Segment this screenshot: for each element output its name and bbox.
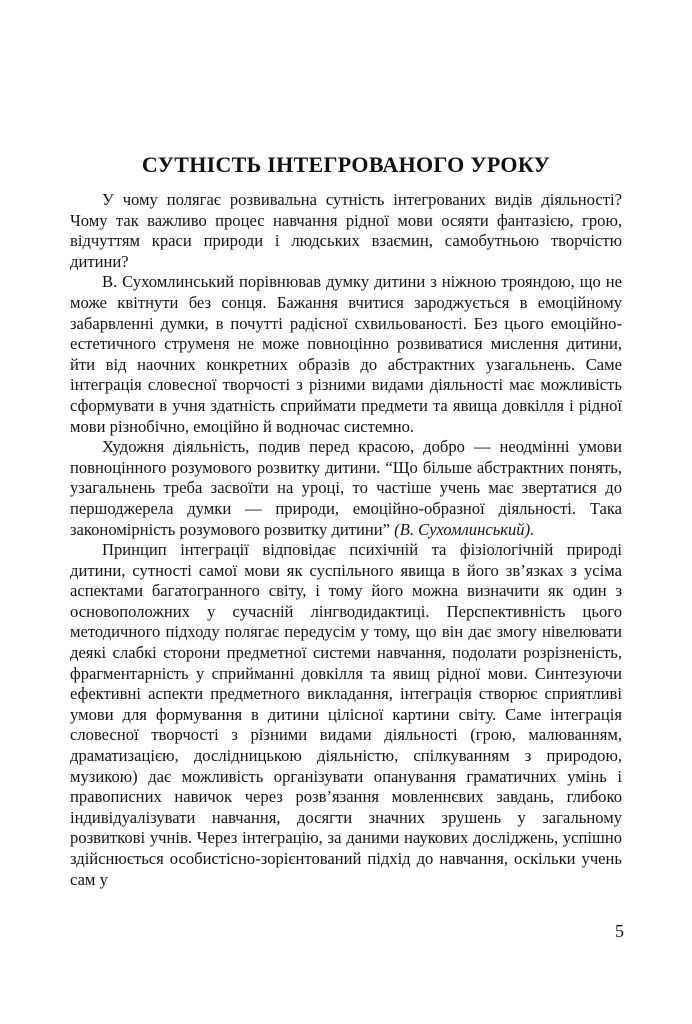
paragraph-text: Художня діяльність, подив перед красою, добро — неодмінні умови повноцінного розумового розвитку дитини. “Що більше абстрактних понять, узагальнень треба засвоїти на уроці, то частіше учень має звертатися до першоджерела думки — природи, емоційно-образної діяльності. Така закономірність розумового розвитку дитини” — [70, 437, 622, 539]
paragraph: В. Сухомлинський порівнював думку дитини з ніжною трояндою, що не може квітнути без сонця. Бажання вчитися зароджується в емоційному забарвленні думки, в почутті радісної схвильованості. Без цього емоційно-естетичного струменя не може повноцінно розвиватися мислення дитини, йти від наочних конкретних образів до абстрактних узагальнень. Саме інтеграція словесної творчості з різними видами діяльності має можливість сформувати в учня здатність сприймати предмети та явища довкілля і рідної мови різнобічно, емоційно й водночас системно. — [70, 272, 622, 436]
paragraph: У чому полягає розвивальна сутність інтегрованих видів діяльності? Чому так важливо процес навчання рідної мови осяяти фантазією, грою, відчуттям краси природи і людських взаємин, самобутньою творчістю дитини? — [70, 190, 622, 271]
citation: (В. Сухомлинський). — [390, 519, 535, 539]
text-body — [70, 190, 622, 890]
paragraph: Принцип інтеграції відповідає психічній та фізіологічній природі дитини, сутності самої мови як суспільного явища в його зв’язках з усіма аспектами багатогранного світу, і тому його можна визначити як один з основоположних у сучасній лінгводидактиці. Перспективність цього методичного підходу полягає передусім у тому, що він дає змогу нівелювати деякі слабкі сторони предметної системи навчання, подолати розрізненість, фрагментарність у сприйманні довкілля та явищ рідної мови. Синтезуючи ефективні аспекти предметного викладання, інтеграція створює сприятливі умови для формування в дитини цілісної картини світу. Саме інтеграція словесної творчості з різними видами діяльності (грою, малюванням, драматизацією, дослідницькою діяльністю, спілкуванням з природою, музикою) дає можливість організувати опанування граматичних умінь і правописних навичок через розв’язання мовленнєвих завдань, глибоко індивідуалізувати навчання, досягти значних зрушень у загальному розвиткові учнів. Через інтеграцію, за даними наукових досліджень, успішно здійснюється особистісно-зорієнтований підхід до навчання, оскільки учень сам у — [70, 540, 622, 889]
page-number: 5 — [615, 921, 624, 941]
chapter-title: СУТНІСТЬ ІНТЕГРОВАНОГО УРОКУ — [141, 152, 551, 177]
paragraph-with-citation — [70, 437, 622, 540]
